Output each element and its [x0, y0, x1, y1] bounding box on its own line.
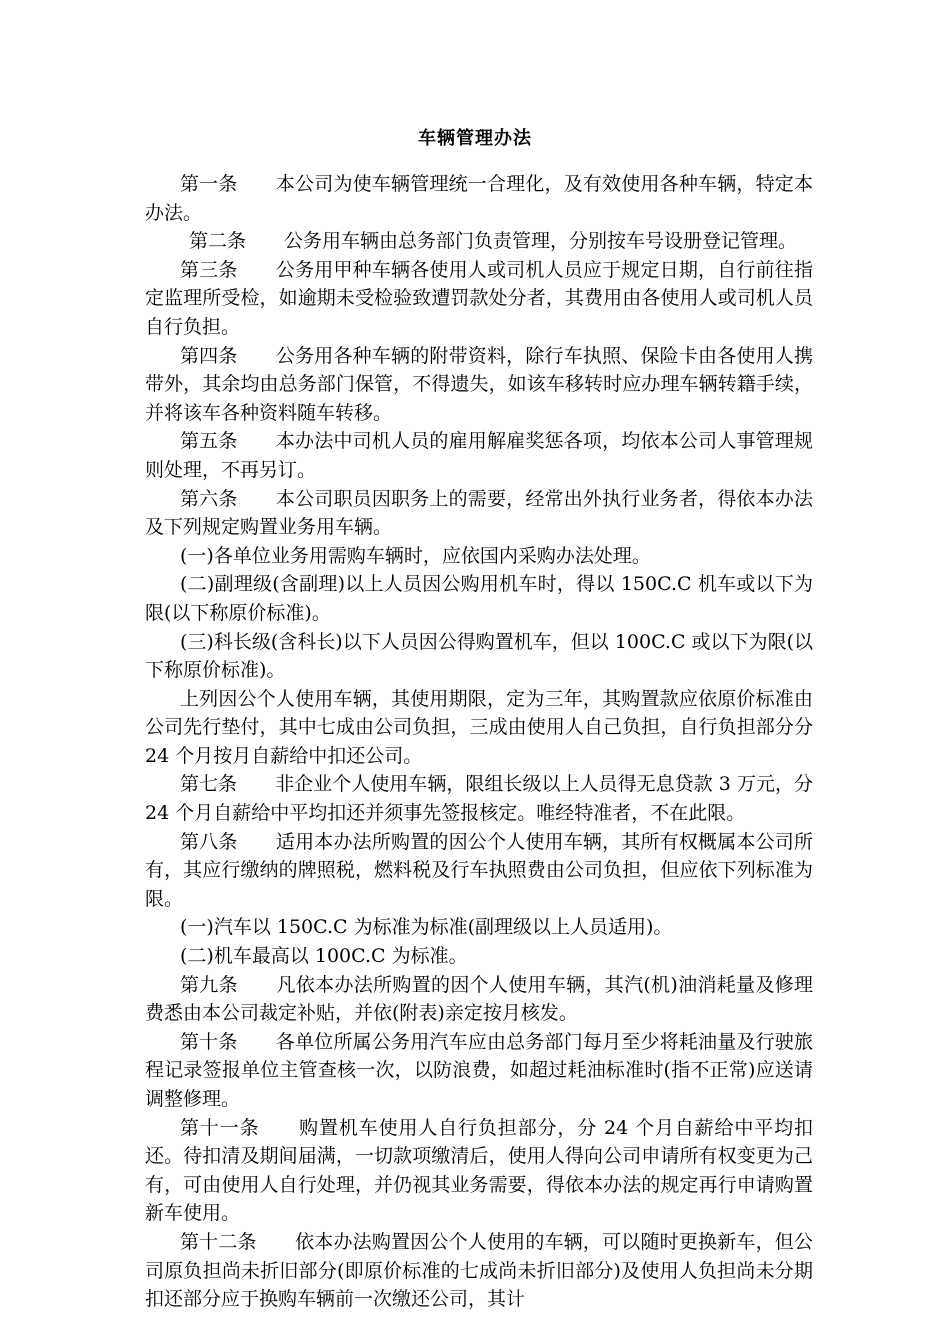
article-8: 第八条 适用本办法所购置的因公个人使用车辆，其所有权概属本公司所有，其应行缴纳的牌照税，燃料税及行车执照费由公司负担，但应依下列标准为限。: [145, 830, 813, 910]
article-10: 第十条 各单位所属公务用汽车应由总务部门每月至少将耗油量及行驶旅程记录签报单位主管查核一次，以防浪费，如超过耗油标准时(指不正常)应送请调整修理。: [145, 1030, 813, 1110]
article-8-item-2: (二)机车最高以 100C.C 为标准。: [180, 945, 468, 968]
article-11: 第十一条 购置机车使用人自行负担部分，分 24 个月自薪给中平均扣还。待扣清及期间届满，一切款项缴清后，使用人得向公司申请所有权变更为己有，可由使用人自行处理，并仍视其业务需要，得依本办法的规定再行申请购置新车使用。: [145, 1116, 813, 1225]
article-8-item-1: (一)汽车以 150C.C 为标准为标准(副理级以上人员适用)。: [180, 916, 673, 939]
article-9: 第九条 凡依本办法所购置的因个人使用车辆，其汽(机)油消耗量及修理费悉由本公司裁定补贴，并依(附表)亲定按月核发。: [145, 973, 813, 1025]
article-3: 第三条 公务用甲种车辆各使用人或司机人员应于规定日期，自行前往指定监理所受检，如逾期未受检验致遭罚款处分者，其费用由各使用人或司机人员自行负担。: [145, 258, 813, 338]
article-5: 第五条 本办法中司机人员的雇用解雇奖惩各项，均依本公司人事管理规则处理，不再另订。: [145, 430, 813, 481]
document-body: [145, 170, 820, 1314]
article-7: 第七条 非企业个人使用车辆，限组长级以上人员得无息贷款 3 万元，分 24 个月自薪给中平均扣还并须事先签报核定。唯经特准者，不在此限。: [145, 773, 820, 825]
article-6-item-3: (三)科长级(含科长)以下人员因公得购置机车，但以 100C.C 或以下为限(以下称原价标准)。: [145, 630, 813, 682]
article-2: 第二条 公务用车辆由总务部门负责管理，分别按车号设册登记管理。: [189, 230, 798, 253]
article-12: 第十二条 依本办法购置因公个人使用的车辆，可以随时更换新车，但公司原负担尚未折旧部分(即原价标准的七成尚未折旧部分)及使用人负担尚未分期扣还部分应于换购车辆前一次缴还公司，其计: [145, 1230, 813, 1311]
article-6-note: 上列因公个人使用车辆，其使用期限，定为三年，其购置款应依原价标准由公司先行垫付，其中七成由公司负担，三成由使用人自己负担，自行负担部分分 24 个月按月自薪给中扣还公司。: [145, 687, 820, 767]
document-title: 车辆管理办法: [418, 128, 532, 149]
article-6: 第六条 本公司职员因职务上的需要，经常出外执行业务者，得依本办法及下列规定购置业务用车辆。: [145, 487, 813, 539]
article-6-item-2: (二)副理级(含副理)以上人员因公购用机车时，得以 150C.C 机车或以下为限(以下称原价标准)。: [145, 573, 813, 624]
article-6-item-1: (一)各单位业务用需购车辆时，应依国内采购办法处理。: [180, 544, 651, 567]
article-4: 第四条 公务用各种车辆的附带资料，除行车执照、保险卡由各使用人携带外，其余均由总务部门保管，不得遗失，如该车移转时应办理车辆转籍手续，并将该车各种资料随车转移。: [145, 344, 813, 424]
article-1: 第一条 本公司为使车辆管理统一合理化，及有效使用各种车辆，特定本办法。: [145, 173, 813, 224]
